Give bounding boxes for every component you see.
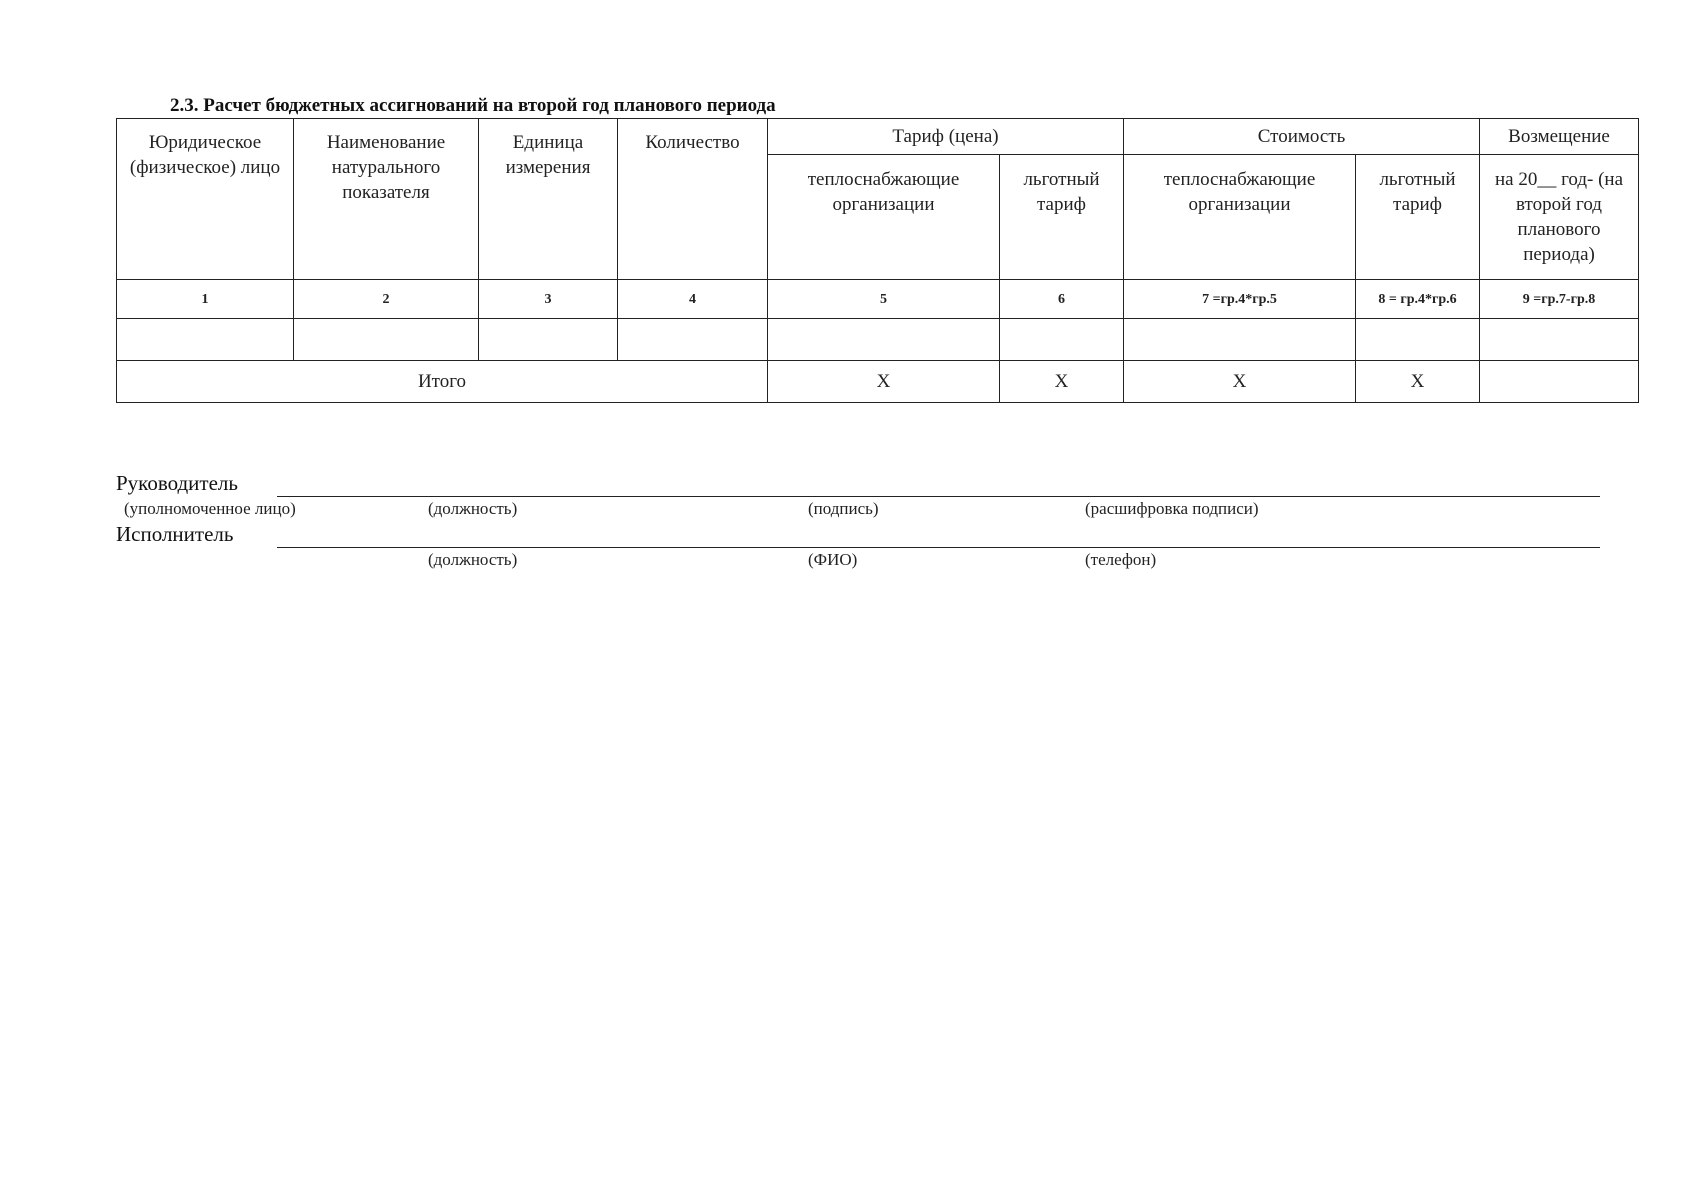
header-quantity: Количество bbox=[618, 119, 768, 280]
header-indicator-name: Наименование натурального показателя bbox=[294, 119, 479, 280]
empty-cell bbox=[768, 319, 1000, 361]
header-tariff: Тариф (цена) bbox=[768, 119, 1124, 155]
head-label: Руководитель bbox=[116, 471, 238, 495]
header-unit: Единица измерения bbox=[479, 119, 618, 280]
executor-label: Исполнитель bbox=[116, 522, 234, 546]
executor-position-caption: (должность) bbox=[428, 550, 518, 569]
empty-cell bbox=[117, 319, 294, 361]
empty-cell bbox=[1480, 319, 1639, 361]
header-tariff-heat-suppliers: теплоснабжающие организации bbox=[768, 155, 1000, 280]
table-row bbox=[117, 319, 1639, 361]
column-number: 3 bbox=[479, 280, 618, 319]
header-cost-heat-suppliers: теплоснабжающие организации bbox=[1124, 155, 1356, 280]
header-legal-entity: Юридическое (физическое) лицо bbox=[117, 119, 294, 280]
signature-decode-caption: (расшифровка подписи) bbox=[1085, 499, 1259, 518]
column-number: 1 bbox=[117, 280, 294, 319]
column-number: 2 bbox=[294, 280, 479, 319]
header-compensation-year: на 20__ год- (на второй год планового периода) bbox=[1480, 155, 1639, 280]
column-number: 8 = гр.4*гр.6 bbox=[1356, 280, 1480, 319]
signature-caption: (подпись) bbox=[808, 499, 879, 518]
column-number: 6 bbox=[1000, 280, 1124, 319]
column-number: 5 bbox=[768, 280, 1000, 319]
total-row bbox=[117, 361, 1639, 403]
budget-calculation-table bbox=[116, 118, 1639, 403]
fio-caption: (ФИО) bbox=[808, 550, 858, 569]
header-tariff-preferential: льготный тариф bbox=[1000, 155, 1124, 280]
x-mark: Х bbox=[768, 361, 1000, 403]
empty-cell bbox=[618, 319, 768, 361]
column-number: 7 =гр.4*гр.5 bbox=[1124, 280, 1356, 319]
total-label: Итого bbox=[117, 361, 768, 403]
header-compensation: Возмещение bbox=[1480, 119, 1639, 155]
total-compensation-cell bbox=[1480, 361, 1639, 403]
x-mark: Х bbox=[1356, 361, 1480, 403]
column-number: 4 bbox=[618, 280, 768, 319]
x-mark: Х bbox=[1124, 361, 1356, 403]
empty-cell bbox=[294, 319, 479, 361]
column-number: 9 =гр.7-гр.8 bbox=[1480, 280, 1639, 319]
header-cost-preferential: льготный тариф bbox=[1356, 155, 1480, 280]
document-title: 2.3. Расчет бюджетных ассигнований на второй год планового периода bbox=[170, 95, 776, 116]
phone-caption: (телефон) bbox=[1085, 550, 1157, 569]
position-caption: (должность) bbox=[428, 499, 518, 518]
empty-cell bbox=[479, 319, 618, 361]
executor-signature-line bbox=[277, 547, 1600, 548]
empty-cell bbox=[1124, 319, 1356, 361]
empty-cell bbox=[1000, 319, 1124, 361]
head-signature-line bbox=[277, 496, 1600, 497]
header-cost: Стоимость bbox=[1124, 119, 1480, 155]
head-sublabel: (уполномоченное лицо) bbox=[124, 499, 296, 518]
x-mark: Х bbox=[1000, 361, 1124, 403]
empty-cell bbox=[1356, 319, 1480, 361]
